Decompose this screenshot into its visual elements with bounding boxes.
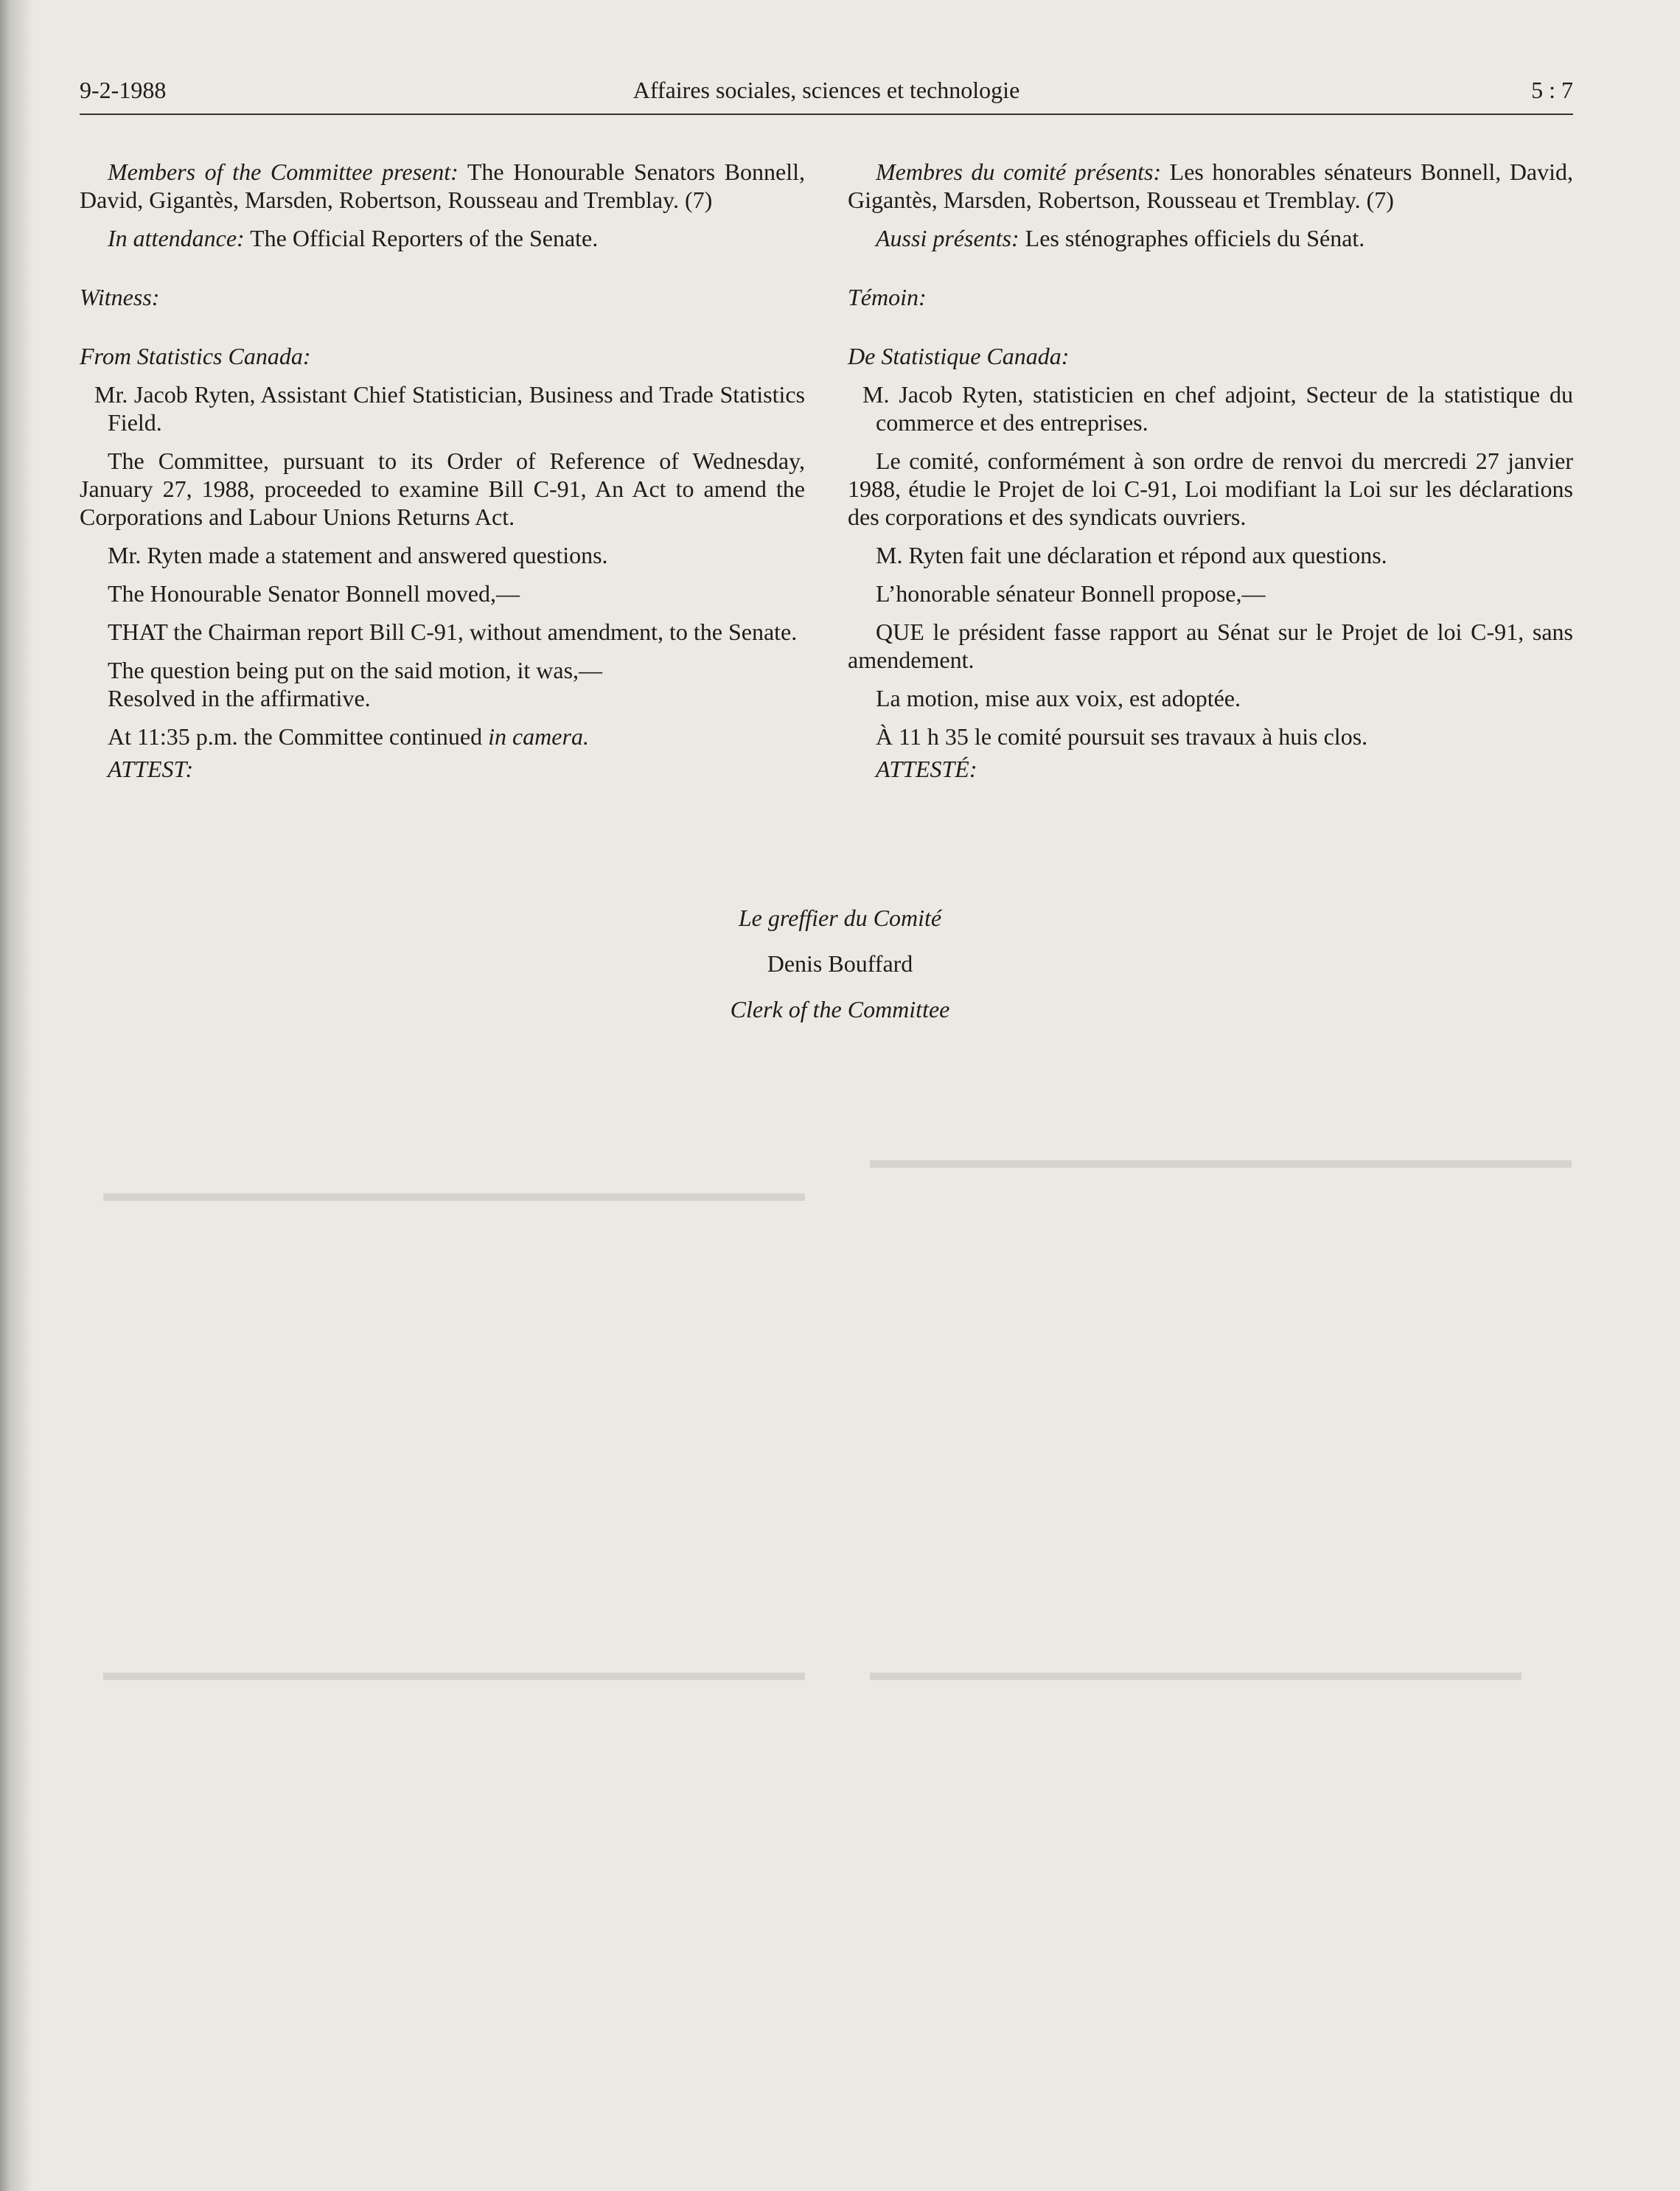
bleed-through-decoration: ▬▬▬▬▬▬▬▬▬▬▬▬▬▬▬▬▬▬▬▬▬▬▬▬▬▬▬▬ (103, 1659, 805, 1686)
temoin-nom: M. Jacob Ryten, statisticien en chef adjoint, Secteur de la statistique du commerce et des entreprises. (862, 381, 1573, 436)
membres-label: Membres du comité présents: (876, 159, 1162, 185)
french-column (848, 158, 1573, 793)
clerk-title-en: Clerk of the Committee (730, 996, 950, 1023)
attendance-text: The Official Reporters of the Senate. (250, 225, 599, 251)
members-label: Members of the Committee present: (108, 159, 459, 185)
declaration-paragraph: M. Ryten fait une déclaration et répond aux questions. (876, 542, 1387, 568)
witness-heading: Witness: (80, 284, 160, 310)
attendance-label: In attendance: (108, 225, 245, 251)
motion-moved: The Honourable Senator Bonnell moved,— (108, 580, 520, 607)
in-attendance (80, 224, 805, 252)
binding-shadow (0, 0, 34, 2191)
clerk-signature-block (0, 895, 1680, 1032)
header-title: Affaires sociales, sciences et technologie (632, 77, 1020, 103)
witness-organization: From Statistics Canada: (80, 343, 311, 369)
temoin-organisation: De Statistique Canada: (848, 343, 1070, 369)
question-put: The question being put on the said motion, it was,— (108, 657, 603, 683)
continued-text: At 11:35 p.m. the Committee continued (108, 723, 483, 750)
in-camera: in camera. (488, 723, 589, 750)
motion-propose: L’honorable sénateur Bonnell propose,— (876, 580, 1266, 607)
members-text: The Honourable Senators Bonnell, David, Gigantès, Marsden, Robertson, Rousseau and Tremblay. (7) (80, 159, 806, 213)
comite-etude: Le comité, conformément à son ordre de renvoi du mercredi 27 janvier 1988, étudie le Projet de loi C-91, Loi modifiant la Loi sur les déclarations des corporations et des syndicats ouvriers. (848, 447, 1573, 530)
motion-texte: QUE le président fasse rapport au Sénat sur le Projet de loi C-91, sans amendement. (848, 619, 1573, 673)
motion-text: THAT the Chairman report Bill C-91, without amendment, to the Senate. (108, 619, 798, 645)
continued-in-camera (80, 722, 805, 750)
huis-clos: À 11 h 35 le comité poursuit ses travaux à huis clos. (876, 723, 1368, 750)
bleed-through-decoration: ▬▬▬▬▬▬▬▬▬▬▬▬▬▬▬▬▬▬▬▬▬▬▬▬▬▬▬▬ (103, 1180, 805, 1207)
page-header (80, 77, 1573, 115)
attest-label: ATTEST: (108, 756, 194, 782)
aussi-label: Aussi présents: (876, 225, 1019, 251)
temoin-heading: Témoin: (848, 284, 927, 310)
bleed-through-decoration: ▬▬▬▬▬▬▬▬▬▬▬▬▬▬▬▬▬▬▬▬▬▬▬▬▬▬▬▬ (870, 1146, 1572, 1174)
clerk-title-fr: Le greffier du Comité (738, 905, 942, 931)
header-page-number: 5 : 7 (1531, 77, 1573, 103)
atteste-label: ATTESTÉ: (876, 756, 977, 782)
membres-presents (848, 158, 1573, 214)
aussi-presents (848, 224, 1573, 252)
witness-name: Mr. Jacob Ryten, Assistant Chief Statistician, Business and Trade Statistics Field. (94, 381, 805, 436)
members-present (80, 158, 805, 214)
aussi-text: Les sténographes officiels du Sénat. (1025, 225, 1365, 251)
english-column (80, 158, 805, 793)
motion-adoptee: La motion, mise aux voix, est adoptée. (876, 685, 1241, 711)
header-date: 9-2-1988 (80, 77, 167, 103)
committee-proceeding: The Committee, pursuant to its Order of Reference of Wednesday, January 27, 1988, proceeded to examine Bill C-91, An Act to amend the Corporations and Labour Unions Returns Act. (80, 447, 805, 530)
resolved-paragraph: Resolved in the affirmative. (108, 685, 371, 711)
clerk-name: Denis Bouffard (767, 950, 913, 977)
bleed-through-decoration: ▬▬▬▬▬▬▬▬▬▬▬▬▬▬▬▬▬▬▬▬▬▬▬▬▬▬ (870, 1659, 1522, 1686)
membres-text: Les honorables sénateurs Bonnell, David, Gigantès, Marsden, Robertson, Rousseau et Tremblay. (7) (848, 159, 1574, 213)
statement-paragraph: Mr. Ryten made a statement and answered questions. (108, 542, 608, 568)
